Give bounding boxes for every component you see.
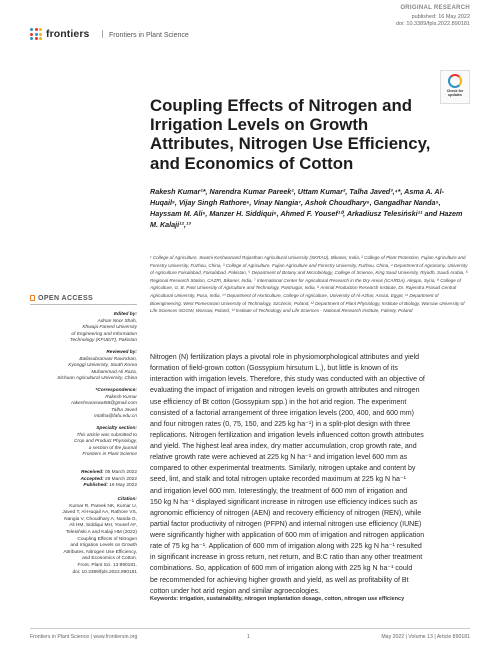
check-for-updates-button[interactable]: Check for updates: [440, 70, 470, 104]
footer-divider: [30, 628, 470, 629]
footer-journal[interactable]: Frontiers in Plant Science | www.frontiersin.org: [30, 634, 138, 640]
affiliations: ¹ College of Agriculture, Swami Keshwanand Rajasthan Agricultural University (SKRAU), Bikaner, India, ² College of Plant Protection, Fujian Agriculture and Forestry University, Fuzhou, China, ³ College of Agriculture, Fujian Agriculture and Forestry University, Fuzhou, China, ⁴ Department of Agronomy, University of Agriculture Faisalabad, Faisalabad, Pakistan, ⁵ Department of Botany and Microbiology, College of Science, King Saud University, Riyadh, Saudi Arabia, ⁶ Regional Research Station, CAZRI, Bikaner, India, ⁷ International Center for Agricultural Research in the Dry Areas (ICARDA), Aleppo, Syria, ⁸ College of Agriculture, G. B. Pant University of Agriculture and Technology, Pantnagar, India, ⁹ Animal Production Research Institute, Dr. Rajendra Prasad Central Agricultural University, Pusa, India, ¹⁰ Department of Horticulture, College of Agriculture, University of Al-Azhar, Assiut, Egypt, ¹¹ Department of Bioengineering, West Pomeranian University of Technology, Szczecin, Poland, ¹² Department of Plant Physiology, Institute of Biology, Warsaw University of Life Sciences-SGGW, Warsaw, Poland, ¹³ Institute of Technology and Life Sciences - National Research Institute, Falenty, Poland: [150, 255, 468, 314]
footer-issue: May 2022 | Volume 13 | Article 890181: [381, 634, 470, 640]
check-updates-icon: [448, 74, 462, 88]
frontiers-logo[interactable]: [30, 28, 90, 40]
logo-text: frontiers: [46, 28, 90, 40]
page-header: [0, 0, 500, 60]
reviewed-by: Reviewed by: Ballasubramani Ravindran, Kyonggi University, South Korea Muhammad Ali Raza, Sichuan Agricultural University, China: [57, 350, 137, 382]
edited-by: Edited by: Adnan Noor Shah, Khwaja Fareed University of Engineering and Information Technology (KFUEIT), Pakistan: [69, 312, 137, 344]
open-lock-icon: [30, 295, 35, 301]
journal-name[interactable]: Frontiers in Plant Science: [102, 30, 189, 39]
author-list[interactable]: Rakesh Kumar¹*, Narendra Kumar Pareek¹, Uttam Kumar², Talha Javed³,⁴*, Asma A. Al-Huqail⁵, Vijay Singh Rathore⁶, Vinay Nangia⁷, Ashok Choudhary⁸, Gangadhar Nanda⁹, Hayssam M. Ali⁵, Manzer H. Siddiqui⁵, Ahmed F. Yousef¹⁰, Arkadiusz Telesiński¹¹ and Hazem M. Kalaji¹²,¹³: [150, 187, 463, 229]
article-title: Coupling Effects of Nitrogen and Irrigation Levels on Growth Attributes, Nitrogen Use Efficiency, and Economics of Cotton: [150, 96, 431, 173]
correspondence: *Correspondence: Rakesh Kumar rakeshsaraswat58@gmail.com Talha Javed mtalha@fafu.edu.cn: [30, 388, 137, 421]
abstract: Nitrogen (N) fertilization plays a pivotal role in physiomorphological attributes and yield formation of field-grown cotton (Gossypium hirsutum L.), but little is known of its interaction with irrigation levels. Therefore, this study was conducted with an objective of evaluating the impact of irrigation and nitrogen levels on growth attributes and nitrogen use efficiency of Bt cotton (Gossypium spp.) in the hot arid region. The experiment consisted of a factorial arrangement of three irrigation levels (200, 400, and 600 mm) and four nitrogen rates (0, 75, 150, and 225 kg ha⁻¹) in a split-plot design with three replications. Nitrogen fertilization and irrigation levels influenced cotton growth attributes and yield. The highest leaf area index, dry matter accumulation, crop growth rate, and relative growth rate were achieved at 225 kg N ha⁻¹ and irrigation level 600 mm as compared to other experimental treatments. Similarly, nitrogen uptake and content by seed, lint, and stalk and total nitrogen uptake recorded maximum at 225 kg N ha⁻¹ and irrigation level 600 mm. Interestingly, the treatment of 600 mm of irrigation and 150 kg N ha⁻¹ displayed significant increase in nitrogen use efficiency indices such as agronomic efficiency of nitrogen (AEN) and recovery efficiency of nitrogen (REN), while partial factor productivity of nitrogen (PFPN) and internal nitrogen use efficiency (IUNE) were significantly higher with application of 600 mm of irrigation and nitrogen application rate of 75 kg ha⁻¹. Application of 600 mm of irrigation along with 225 kg N ha⁻¹ resulted in significant increase in gross return, net return, and B:C ratio than any other treatment combinations. So, application of 600 mm of irrigation along with 225 kg N ha⁻¹ could be recommended for achieving higher growth and yield, as well as profitability of Bt cotton under hot arid region and similar agroecologies.: [150, 354, 425, 595]
specialty-section: Specialty section: This article was submitted to Crop and Product Physiology, a section of the journal Frontiers in Plant Science: [73, 426, 137, 458]
citation-doi-link[interactable]: doi: 10.3389/fpls.2022.890181: [72, 569, 137, 575]
email-link[interactable]: rakeshsaraswat58@gmail.com: [71, 401, 137, 407]
citation: Citation: Kumar R, Pareek NK, Kumar U, Javed T, Al-Huqail AA, Rathore VS, Nangia V, Choudhary A, Nanda G, Ali HM, Siddiqui MH, Yousef AF, Telesiński A and Kalaji HM (2022) Coupling Effects of Nitrogen and Irrigation Levels on Growth Attributes, Nitrogen Use Efficiency, and Economics of Cotton. Front. Plant Sci. 13:890181. doi: 10.3389/fpls.2022.890181: [30, 497, 137, 576]
open-access-badge: OPEN ACCESS: [30, 295, 137, 305]
frontiers-logo-icon: [30, 28, 42, 40]
keywords: Keywords: irrigation, sustainability, nitrogen implantation dosage, cotton, nitrogen use efficiency: [150, 596, 405, 602]
doi-link[interactable]: doi: 10.3389/fpls.2022.890181: [395, 21, 470, 27]
published-date: published: 16 May 2022: [411, 14, 470, 20]
page-number: 1: [247, 634, 250, 640]
email-link[interactable]: mtalha@fafu.edu.cn: [93, 414, 137, 420]
article-dates: Received: 05 March 2022 Accepted: 28 March 2022 Published: 16 May 2022: [80, 470, 137, 489]
article-type: ORIGINAL RESEARCH: [400, 5, 470, 11]
